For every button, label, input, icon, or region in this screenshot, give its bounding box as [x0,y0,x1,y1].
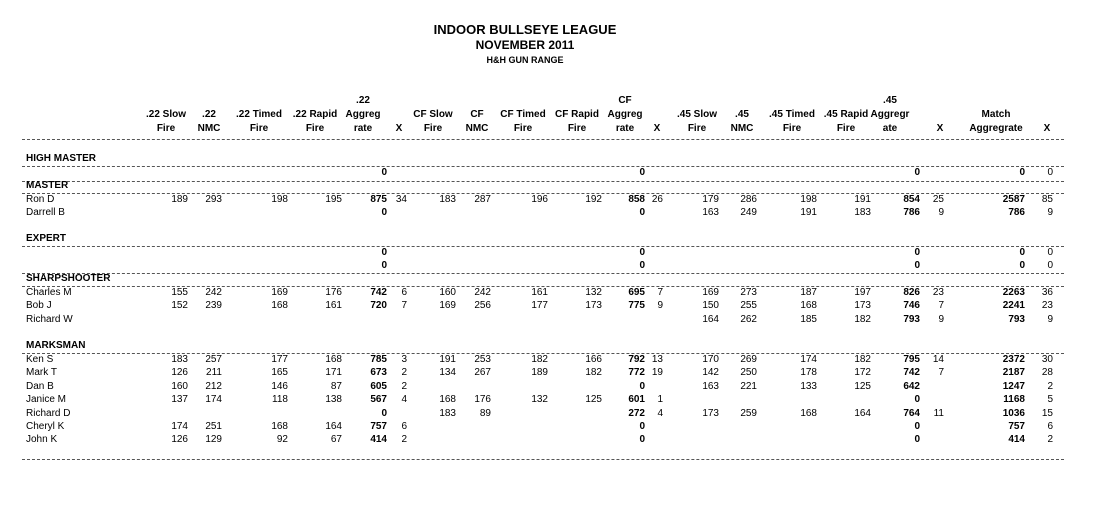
score-cell: 182 [531,354,548,365]
score-cell: 125 [854,380,871,392]
score-cell: 173 [585,300,602,312]
column-header: Fire [423,123,443,134]
score-cell: 0 [639,434,645,446]
score-cell: 14 [932,354,944,365]
score-cell: 242 [474,287,491,298]
column-header: X [1043,123,1051,134]
score-cell: 183 [439,194,456,205]
score-cell: 9 [938,313,944,325]
score-cell: 0 [1019,247,1025,258]
score-cell: 192 [585,194,602,205]
score-cell: 183 [171,354,188,365]
score-cell: 414 [370,434,387,446]
score-cell: 26 [651,194,663,205]
score-cell: 0 [639,247,645,258]
score-cell: 673 [370,367,387,379]
score-cell: 183 [439,407,456,419]
score-cell: 163 [702,207,719,219]
score-cell: 67 [330,434,342,446]
score-cell: 287 [474,194,491,205]
score-cell: 0 [914,421,920,432]
column-header: Fire [687,123,707,134]
score-cell: 5 [1047,394,1053,406]
score-cell: 0 [639,167,645,178]
column-header-group: .22 [356,95,370,106]
score-cell: 211 [206,367,222,379]
column-header: rate [615,123,635,134]
score-cell: 174 [171,421,188,432]
score-cell: 164 [325,421,342,432]
shooter-name: Ron D [26,194,55,205]
column-header: .22 [202,109,216,120]
score-cell: 772 [628,367,645,379]
score-cell: 257 [205,354,222,365]
score-cell: 793 [903,313,920,325]
score-cell: 168 [271,300,288,312]
score-cell: 169 [271,287,288,298]
section-header: EXPERT [26,233,67,244]
score-cell: 793 [1008,313,1025,325]
score-cell: 0 [639,207,645,219]
score-cell: 177 [531,300,548,312]
column-header: X [936,123,944,134]
score-cell: 195 [325,194,342,205]
score-cell: 795 [903,354,920,365]
shooter-name: Cheryl K [26,421,65,432]
score-cell: 293 [205,194,222,205]
score-cell: 164 [854,407,871,419]
column-header: .45 [735,109,749,120]
score-cell: 161 [325,300,342,312]
score-cell: 179 [702,194,719,205]
score-cell: 198 [800,194,817,205]
score-cell: 269 [740,354,757,365]
score-cell: 272 [628,407,645,419]
score-cell: 792 [628,354,645,365]
score-cell: 0 [381,207,387,219]
score-cell: 11 [933,407,944,419]
score-cell: 166 [585,354,602,365]
score-cell: 165 [271,367,288,379]
score-cell: 826 [903,287,920,298]
score-cell: 187 [800,287,817,298]
score-cell: 126 [171,367,188,379]
score-cell: 173 [854,300,871,312]
score-cell: 7 [401,300,407,312]
column-header: Fire [305,123,325,134]
score-cell: 0 [914,167,920,178]
score-cell: 6 [401,421,407,432]
score-cell: 92 [276,434,288,446]
section-header: HIGH MASTER [26,153,96,164]
score-cell: 0 [1019,167,1025,178]
score-cell: 256 [474,300,491,312]
column-header: Aggregrate [969,123,1023,134]
score-cell: 242 [205,287,222,298]
score-cell: 255 [740,300,757,312]
section-header: SHARPSHOOTER [26,273,111,284]
section-header: MARKSMAN [26,340,86,351]
score-cell: 0 [914,247,920,258]
score-cell: 174 [800,354,817,365]
column-header: Aggreg [607,109,643,120]
score-cell: 15 [1041,407,1053,419]
divider [22,273,1064,274]
score-cell: 118 [272,394,288,406]
score-cell: 239 [205,300,222,312]
score-cell: 0 [914,434,920,446]
score-cell: 182 [854,354,871,365]
score-cell: 89 [479,407,491,419]
column-header: Match [981,109,1011,120]
score-cell: 785 [370,354,387,365]
score-cell: 178 [800,367,817,379]
score-cell: 189 [531,367,548,379]
score-cell: 764 [903,407,920,419]
column-header: CF Timed [500,109,546,120]
column-header: CF [470,109,484,120]
column-header: Fire [156,123,176,134]
score-cell: 161 [531,287,548,298]
shooter-name: Ken S [26,354,54,365]
score-cell: 191 [439,354,456,365]
score-cell: 720 [370,300,387,312]
column-header-group: CF [618,95,632,106]
score-cell: 129 [205,434,222,446]
divider [22,181,1064,182]
score-cell: 0 [1019,260,1025,272]
score-cell: 0 [1047,167,1053,178]
column-header: Fire [782,123,802,134]
shooter-name: Richard D [26,407,71,419]
column-header: NMC [465,123,489,134]
report-subtitle: NOVEMBER 2011 [475,38,575,52]
score-cell: 183 [854,207,871,219]
shooter-name: John K [26,434,58,446]
score-cell: 23 [932,287,944,298]
score-cell: 134 [439,367,456,379]
column-header: Fire [567,123,587,134]
score-cell: 757 [1008,421,1025,432]
section-header: MASTER [26,180,69,191]
score-cell: 160 [439,287,456,298]
score-cell: 605 [370,380,387,392]
score-cell: 132 [531,394,548,406]
shooter-name: Richard W [26,313,73,325]
score-cell: 642 [903,380,920,392]
score-cell: 125 [585,394,602,406]
score-cell: 172 [854,367,871,379]
score-cell: 137 [171,394,188,406]
score-cell: 176 [474,394,491,406]
score-cell: 36 [1041,287,1053,298]
range-name: H&H GUN RANGE [486,55,564,65]
report-title: INDOOR BULLSEYE LEAGUE [433,22,617,37]
score-cell: 182 [585,367,602,379]
score-cell: 7 [938,300,944,312]
score-cell: 168 [271,421,288,432]
score-cell: 142 [702,367,719,379]
score-cell: 146 [271,380,288,392]
score-cell: 6 [401,287,407,298]
score-cell: 132 [585,287,602,298]
score-cell: 25 [932,194,944,205]
column-header: .45 Timed [769,109,815,120]
column-header: NMC [197,123,221,134]
score-cell: 19 [651,367,663,379]
score-cell: 138 [325,394,342,406]
column-header: Aggregr [870,109,910,120]
column-header: CF Rapid [555,109,599,120]
score-cell: 155 [171,287,188,298]
score-cell: 185 [800,313,817,325]
score-cell: 1168 [1003,394,1025,406]
divider [22,459,1064,460]
shooter-name: Mark T [26,367,57,379]
score-cell: 0 [639,380,645,392]
score-cell: 0 [914,394,920,406]
column-header: X [395,123,403,134]
score-cell: 2 [401,434,407,446]
score-cell: 176 [325,287,342,298]
score-cell: 9 [938,207,944,219]
shooter-name: Charles M [26,287,72,298]
column-header: X [653,123,661,134]
score-cell: 150 [702,300,719,312]
score-cell: 198 [271,194,288,205]
score-cell: 0 [639,421,645,432]
score-cell: 23 [1041,300,1053,312]
score-cell: 152 [171,300,188,312]
score-cell: 4 [657,407,663,419]
column-header: Fire [249,123,269,134]
score-cell: 177 [271,354,288,365]
score-cell: 601 [628,394,645,406]
score-cell: 28 [1041,367,1053,379]
score-cell: 173 [702,407,719,419]
column-header: ate [882,123,898,134]
score-cell: 2 [1047,434,1053,446]
score-cell: 567 [370,394,387,406]
score-cell: 414 [1008,434,1025,446]
score-cell: 273 [740,287,757,298]
column-header: NMC [730,123,754,134]
score-cell: 169 [702,287,719,298]
column-header: .45 Rapid [823,109,869,120]
score-cell: 742 [370,287,387,298]
score-cell: 174 [205,394,222,406]
score-cell: 746 [903,300,920,312]
score-cell: 182 [854,313,871,325]
score-cell: 9 [657,300,663,312]
score-cell: 168 [800,407,817,419]
score-cell: 0 [381,167,387,178]
score-cell: 197 [854,287,871,298]
score-cell: 170 [702,354,719,365]
score-cell: 250 [740,367,757,379]
score-cell: 2372 [1002,354,1025,365]
score-cell: 1 [657,394,663,406]
score-cell: 0 [1047,247,1053,258]
score-cell: 2 [401,380,407,392]
score-cell: 6 [1047,421,1053,432]
score-cell: 786 [1008,207,1025,219]
column-header: .45 Slow [676,109,717,120]
score-cell: 7 [938,367,944,379]
score-cell: 2587 [1002,194,1025,205]
score-cell: 30 [1041,354,1053,365]
score-cell: 695 [628,287,645,298]
score-cell: 2263 [1002,287,1025,298]
column-header: CF Slow [413,109,453,120]
score-cell: 251 [205,421,222,432]
score-cell: 0 [1047,260,1053,272]
score-cell: 169 [439,300,456,312]
score-cell: 0 [381,260,387,272]
score-cell: 196 [531,194,548,205]
score-cell: 189 [171,194,188,205]
score-cell: 858 [628,194,645,205]
score-cell: 34 [395,194,407,205]
divider [22,139,1064,140]
score-cell: 1036 [1002,407,1025,419]
score-cell: 742 [903,367,920,379]
score-cell: 85 [1041,194,1053,205]
score-cell: 253 [474,354,491,365]
score-cell: 7 [657,287,663,298]
score-cell: 160 [171,380,188,392]
score-cell: 13 [651,354,663,365]
score-cell: 4 [401,394,407,406]
column-header: .22 Rapid [292,109,338,120]
column-header: .22 Slow [145,109,186,120]
score-cell: 259 [740,407,757,419]
shooter-name: Darrell B [26,207,65,219]
column-header: Fire [513,123,533,134]
score-cell: 191 [800,207,817,219]
shooter-name: Dan B [26,380,54,392]
score-cell: 3 [401,354,407,365]
score-cell: 0 [914,260,920,272]
score-cell: 854 [903,194,920,205]
column-header: Fire [836,123,856,134]
column-header: rate [353,123,373,134]
score-cell: 2241 [1002,300,1025,312]
column-header-group: .45 [883,95,897,106]
score-cell: 0 [381,247,387,258]
score-cell: 786 [903,207,920,219]
score-cell: 171 [325,367,342,379]
score-cell: 9 [1047,313,1053,325]
score-cell: 168 [800,300,817,312]
score-cell: 164 [702,313,719,325]
score-cell: 286 [740,194,757,205]
score-cell: 267 [474,367,491,379]
score-cell: 0 [381,407,387,419]
column-header: Aggreg [345,109,381,120]
score-cell: 875 [370,194,387,205]
score-cell: 191 [854,194,871,205]
score-cell: 87 [330,380,342,392]
score-cell: 212 [205,380,222,392]
score-cell: 1247 [1002,380,1025,392]
score-cell: 168 [325,354,342,365]
score-cell: 2187 [1002,367,1025,379]
score-cell: 168 [439,394,456,406]
score-cell: 163 [702,380,719,392]
shooter-name: Bob J [26,300,52,312]
shooter-name: Janice M [26,394,67,406]
column-header: .22 Timed [236,109,282,120]
score-cell: 775 [628,300,645,312]
score-cell: 0 [639,260,645,272]
score-cell: 126 [171,434,188,446]
score-cell: 2 [1047,380,1053,392]
score-cell: 9 [1047,207,1053,219]
score-cell: 133 [800,380,817,392]
score-cell: 249 [740,207,757,219]
score-cell: 757 [370,421,387,432]
score-cell: 262 [740,313,757,325]
score-cell: 221 [740,380,757,392]
score-cell: 2 [401,367,407,379]
